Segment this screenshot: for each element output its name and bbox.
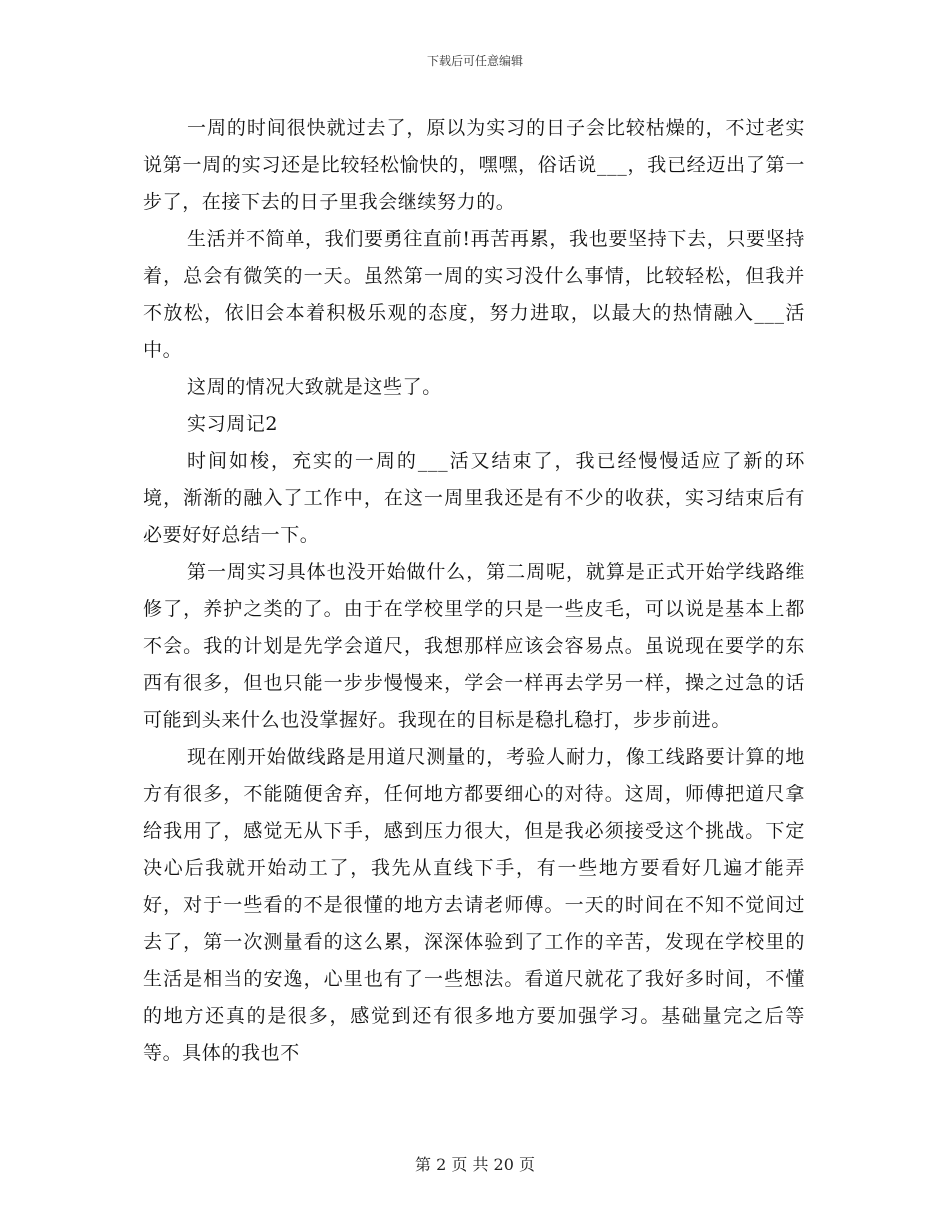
page-number: 第 2 页 共 20 页	[415, 1155, 535, 1174]
paragraph: 第一周实习具体也没开始做什么，第二周呢，就算是正式开始学线路维修了，养护之类的了。由于在学校里学的只是一些皮毛，可以说是基本上都不会。我的计划是先学会道尺，我想那样应该会容易点。虽说现在要学的东西有很多，但也只能一步步慢慢来，学会一样再去学另一样，操之过急的话可能到头来什么也没掌握好。我现在的目标是稳扎稳打，步步前进。	[143, 561, 805, 731]
paragraph: 生活并不简单，我们要勇往直前!再苦再累，我也要坚持下去，只要坚持着，总会有微笑的一天。虽然第一周的实习没什么事情，比较轻松，但我并不放松，依旧会本着积极乐观的态度，努力进取，以最大的热情融入___活中。	[143, 228, 805, 361]
section-heading: 实习周记2	[187, 413, 279, 435]
paragraph: 一周的时间很快就过去了，原以为实习的日子会比较枯燥的，不过老实说第一周的实习还是比较轻松愉快的，嘿嘿，俗话说___，我已经迈出了第一步了，在接下去的日子里我会继续努力的。	[143, 117, 805, 213]
header-note: 下载后可任意编辑	[426, 54, 523, 68]
document-body	[143, 110, 805, 1072]
paragraph: 时间如梭，充实的一周的___活又结束了，我已经慢慢适应了新的环境，渐渐的融入了工作中，在这一周里我还是有不少的收获，实习结束后有必要好好总结一下。	[143, 450, 805, 546]
page-footer	[0, 1156, 950, 1174]
page-header	[0, 54, 950, 68]
paragraph: 这周的情况大致就是这些了。	[187, 376, 442, 398]
paragraph: 现在刚开始做线路是用道尺测量的，考验人耐力，像工线路要计算的地方有很多，不能随便舍弃，任何地方都要细心的对待。这周，师傅把道尺拿给我用了，感觉无从下手，感到压力很大，但是我必须接受这个挑战。下定决心后我就开始动工了，我先从直线下手，有一些地方要看好几遍才能弄好，对于一些看的不是很懂的地方去请老师傅。一天的时间在不知不觉间过去了，第一次测量看的这么累，深深体验到了工作的辛苦，发现在学校里的生活是相当的安逸，心里也有了一些想法。看道尺就花了我好多时间，不懂的地方还真的是很多，感觉到还有很多地方要加强学习。基础量完之后等等。具体的我也不	[143, 746, 805, 1064]
